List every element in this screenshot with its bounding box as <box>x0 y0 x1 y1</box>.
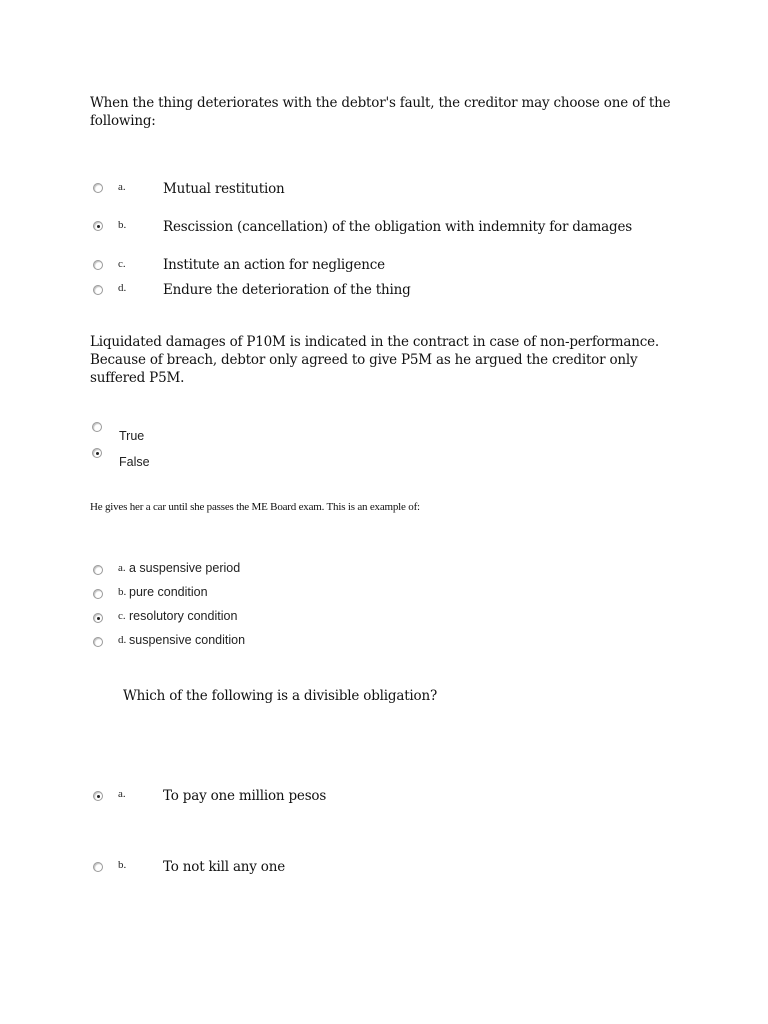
question-3-text: He gives her a car until she passes the ME Board exam. This is an example of: <box>90 501 420 513</box>
q1-option-b-letter: b. <box>118 219 127 231</box>
q4-option-b-radio[interactable] <box>93 862 103 872</box>
q3-option-a-label: a suspensive period <box>129 561 241 575</box>
q1-option-b-radio[interactable] <box>93 221 103 231</box>
q1-option-a-label: Mutual restitution <box>163 181 285 197</box>
q3-option-c-letter: c. <box>118 610 126 622</box>
q1-option-d-label: Endure the deterioration of the thing <box>163 282 411 298</box>
question-4-text: Which of the following is a divisible obligation? <box>123 688 438 704</box>
q2-option-false-radio[interactable] <box>92 448 102 458</box>
q1-option-c-radio[interactable] <box>93 260 103 270</box>
q4-option-a-radio[interactable] <box>93 791 103 801</box>
q3-option-b-letter: b. <box>118 586 127 598</box>
q3-option-a-letter: a. <box>118 562 126 574</box>
q1-option-d-radio[interactable] <box>93 285 103 295</box>
q3-option-b-label: pure condition <box>129 585 208 599</box>
q3-option-d-letter: d. <box>118 634 127 646</box>
q3-option-d-radio[interactable] <box>93 637 103 647</box>
q4-option-b-label: To not kill any one <box>163 859 286 875</box>
q1-option-a-radio[interactable] <box>93 183 103 193</box>
q3-option-c-radio[interactable] <box>93 613 103 623</box>
q1-option-d-letter: d. <box>118 282 127 294</box>
q1-option-c-letter: c. <box>118 258 126 270</box>
q2-option-false-label: False <box>119 455 150 469</box>
question-2-text: Liquidated damages of P10M is indicated in the contract in case of non-performance. Because of breach, debtor only agreed to give P5M as he argued the creditor only suffered P5M. <box>90 334 659 386</box>
q3-option-c-label: resolutory condition <box>129 609 238 623</box>
q4-option-b-letter: b. <box>118 859 127 871</box>
q2-option-true-radio[interactable] <box>92 422 102 432</box>
q3-option-b-radio[interactable] <box>93 589 103 599</box>
q3-option-a-radio[interactable] <box>93 565 103 575</box>
q4-option-a-label: To pay one million pesos <box>163 788 327 804</box>
q1-option-c-label: Institute an action for negligence <box>163 257 385 273</box>
q2-option-true-label: True <box>119 429 145 443</box>
q1-option-b-label: Rescission (cancellation) of the obligation with indemnity for damages <box>163 219 632 235</box>
question-1-text: When the thing deteriorates with the debtor's fault, the creditor may choose one of the following: <box>90 95 671 129</box>
q3-option-d-label: suspensive condition <box>129 633 246 647</box>
q4-option-a-letter: a. <box>118 788 126 800</box>
q1-option-a-letter: a. <box>118 181 126 193</box>
